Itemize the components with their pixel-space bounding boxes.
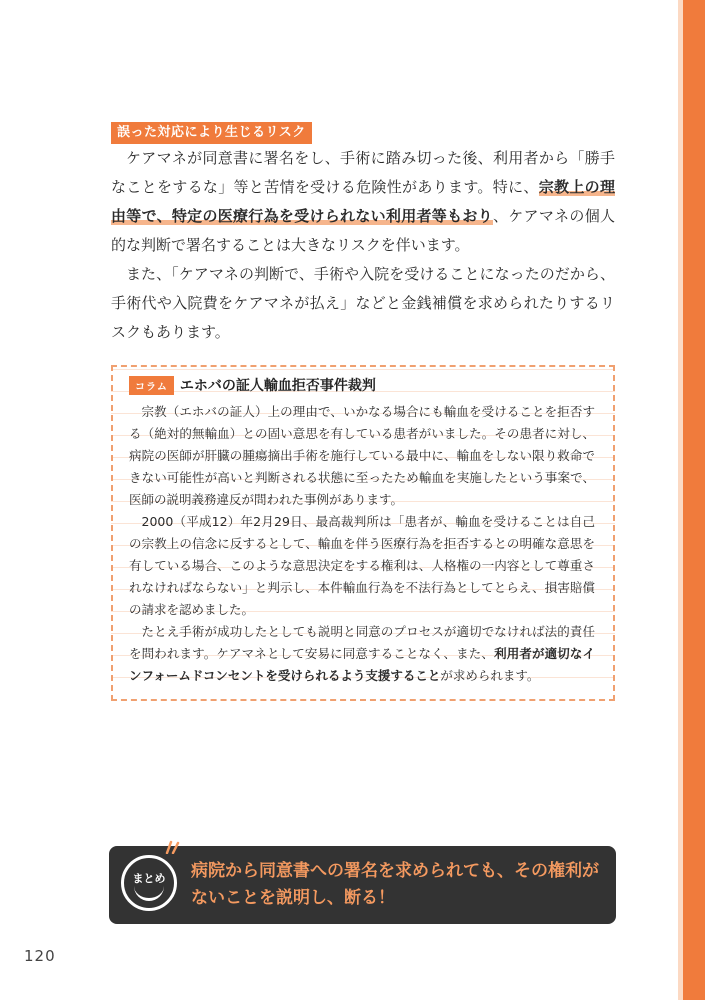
summary-label: まとめ — [132, 872, 166, 885]
column-title: エホバの証人輸血拒否事件裁判 — [179, 378, 376, 394]
section-heading: 誤った対応により生じるリスク — [111, 122, 312, 144]
column-text — [129, 401, 595, 687]
column-paragraph-3: たとえ手術が成功したとしても説明と同意のプロセスが適切でなければ法的責任を問われます。ケアマネとして安易に同意することなく、また、利用者が適切なインフォームドコンセントを受けられるよう支援することが求められます。 — [129, 624, 595, 683]
spark-icon — [165, 840, 181, 854]
summary-box — [109, 846, 616, 924]
column-box — [111, 365, 615, 701]
highlight-text: 宗教上の理由等で、特定の医療行為を受けられない利用者等もおり — [111, 178, 615, 225]
summary-text: 病院から同意書への署名を求められても、その権利がないことを説明し、断る！ — [191, 861, 599, 908]
side-accent-bar — [683, 0, 705, 1000]
column-paragraph-1: 宗教（エホバの証人）上の理由で、いかなる場合にも輸血を受けることを拒否する（絶対的無輸血）との固い意思を有している患者がいました。その患者に対し、病院の医師が肝臓の腫瘍摘出手術を施行している最中に、輸血をしない限り救命できない可能性が高いと判断される状態に至ったため輸血を実施したという事案で、医師の説明義務違反が問われた事例があります。 — [129, 404, 595, 507]
body-text — [111, 144, 615, 347]
body-paragraph-2: また、「ケアマネの判断で、手術や入院を受けることになったのだから、手術代や入院費をケアマネが払え」などと金銭補償を求められたりするリスクもあります。 — [111, 265, 615, 341]
body-paragraph-1: ケアマネが同意書に署名をし、手術に踏み切った後、利用者から「勝手なことをするな」等と苦情を受ける危険性があります。特に、宗教上の理由等で、特定の医療行為を受けられない利用者等もおり、ケアマネの個人的な判断で署名することは大きなリスクを伴います。 — [111, 149, 615, 254]
page-number: 120 — [24, 947, 56, 965]
column-bold-text: 利用者が適切なインフォームドコンセントを受けられるよう支援すること — [129, 646, 595, 683]
column-paragraph-2: 2000（平成12）年2月29日、最高裁判所は「患者が、輸血を受けることは自己の宗教上の信念に反するとして、輸血を伴う医療行為を拒否するとの明確な意思を有している場合、このような意思決定をする権利は、人格権の一内容として尊重されなければならない」と判示し、本件輸血行為を不法行為としてとらえ、損害賠償の請求を認めました。 — [129, 514, 595, 617]
column-header — [129, 375, 376, 395]
column-tag: コラム — [129, 376, 174, 395]
smile-icon — [121, 855, 177, 911]
